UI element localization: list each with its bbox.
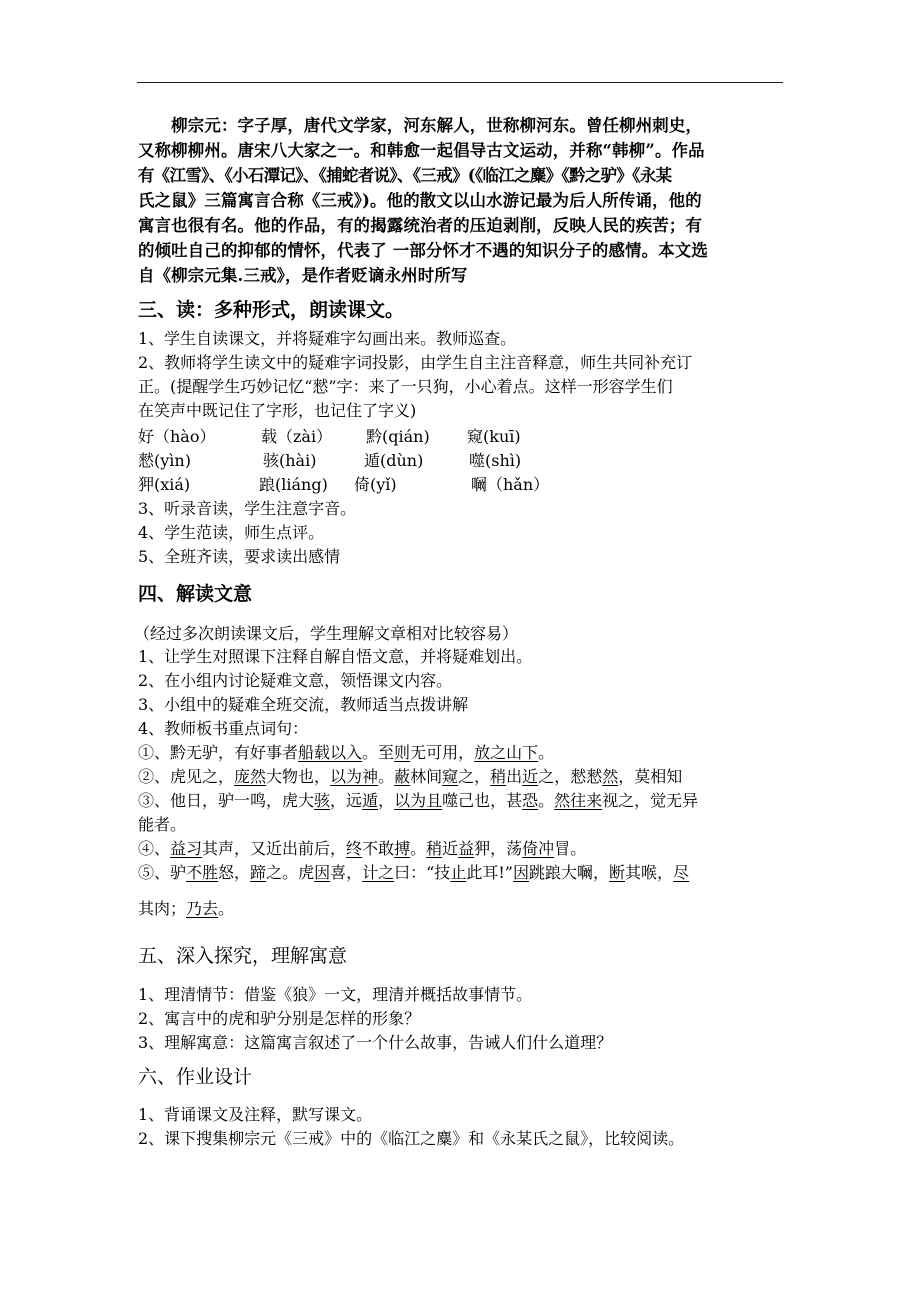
underlined-key-word: 益习 — [170, 839, 203, 858]
sentence-text: 大物也， — [266, 767, 331, 786]
bio-line: 氏之鼠》三篇寓言合称《三戒》)。他的散文以山水游记最为后人所传诵，他的 — [138, 191, 702, 210]
list-item: 2、课下搜集柳宗元《三戒》中的《临江之麋》和《永某氏之鼠》，比较阅读。 — [138, 1129, 685, 1148]
list-item: 3、听录音读，学生注意字音。 — [138, 499, 357, 518]
underlined-key-word: 船载以入 — [298, 743, 363, 762]
underlined-key-word: 庞然 — [234, 767, 267, 786]
list-item: 正。(提醒学生巧妙记忆“憖”字：来了一只狗，小心着点。这样一形容学生们 — [138, 377, 673, 396]
pinyin-entry: 㘎（hǎn） — [471, 475, 550, 494]
underlined-key-word: 蔽 — [394, 767, 411, 786]
section-heading-homework: 六、作业设计 — [138, 1066, 253, 1088]
underlined-key-word: 稍 — [490, 767, 507, 786]
pinyin-entry: 黔(qián) — [366, 427, 430, 446]
underlined-key-word: 则 — [394, 743, 411, 762]
sentence-text: 出 — [506, 767, 523, 786]
pinyin-entry: 骇(hài) — [263, 451, 317, 470]
list-item: 4、教师板书重点词句： — [138, 719, 309, 738]
sentence-text: 跳踉大㘎， — [528, 863, 609, 882]
section-heading-interpretation: 四、解读文意 — [138, 583, 253, 605]
sentence-text: ②、虎见之， — [138, 767, 235, 786]
sentence-text: 其声，又近出前后， — [202, 839, 347, 858]
underlined-key-word: 蹄 — [250, 863, 267, 882]
sentence-text: ④、 — [138, 839, 171, 858]
sentence-text: 曰：“技 — [394, 863, 451, 882]
underlined-key-word: 放之山下 — [474, 743, 539, 762]
sentence-text: 。 — [410, 839, 427, 858]
pinyin-entry: 窥(kuī) — [467, 427, 521, 446]
list-item: 4、学生范读，师生点评。 — [138, 523, 325, 542]
list-item: 1、学生自读课文，并将疑难字勾画出来。教师巡查。 — [138, 329, 517, 348]
sentence-text: 之， — [458, 767, 491, 786]
list-item: 3、理解寓意：这篇寓言叙述了一个什么故事，告诫人们什么道理？ — [138, 1033, 613, 1052]
sentence-text: 狎，荡 — [474, 839, 523, 858]
underlined-key-word: 以为神 — [330, 767, 379, 786]
bio-line: 寓言也很有名。他的作品，有的揭露统治者的压迫剥削，反映人民的疾苦；有 — [138, 216, 703, 235]
list-item: 2、寓言中的虎和驴分别是怎样的形象？ — [138, 1009, 421, 1028]
underlined-key-word: 窥 — [442, 767, 459, 786]
sentence-text: 。 — [218, 899, 235, 918]
list-item: 3、小组中的疑难全班交流，教师适当点拨讲解 — [138, 695, 469, 714]
key-sentence-3-cont — [138, 815, 186, 835]
sentence-text: 。 — [538, 743, 555, 762]
list-item: 5、全班齐读，要求读出感情 — [138, 547, 341, 566]
underlined-key-word: 尽 — [673, 863, 690, 882]
underlined-key-word: 计之 — [362, 863, 395, 882]
underlined-key-word: 终 — [346, 839, 363, 858]
underlined-key-word: 恐 — [522, 791, 539, 810]
underlined-key-word: 乃去 — [186, 899, 219, 918]
sentence-text: 之，憖憖 — [538, 767, 603, 786]
sentence-text: ， — [378, 791, 395, 810]
sentence-text: 视之，觉无异 — [602, 791, 699, 810]
underlined-key-word: 骇 — [314, 791, 331, 810]
sentence-text: 。 — [538, 791, 555, 810]
list-item: 2、教师将学生读文中的疑难字词投影，由学生自主注音释意，师生共同补充订 — [138, 353, 693, 372]
sentence-text: ⑤、驴 — [138, 863, 187, 882]
sentence-text: ，莫相知 — [618, 767, 683, 786]
key-sentence-5-cont — [138, 899, 234, 919]
pinyin-entry: 踉(liáng) — [259, 475, 328, 494]
pinyin-entry: 憖(yìn) — [138, 451, 191, 470]
pinyin-entry: 倚(yǐ) — [354, 475, 397, 494]
sentence-text: 其喉， — [625, 863, 674, 882]
underlined-key-word: 不胜 — [186, 863, 219, 882]
pinyin-entry: 遁(dùn) — [364, 451, 424, 470]
section-heading-moral: 五、深入探究，理解寓意 — [138, 945, 348, 967]
underlined-key-word: 稍 — [426, 839, 443, 858]
underlined-key-word: 因 — [512, 863, 529, 882]
bio-line: 柳宗元：字子厚，唐代文学家，河东解人，世称柳河东。曾任柳州刺史， — [138, 116, 703, 135]
sentence-text: 喜， — [330, 863, 363, 882]
underlined-key-word: 然 — [602, 767, 619, 786]
key-sentence-1 — [138, 743, 554, 763]
pinyin-entry: 好（hào） — [138, 427, 216, 446]
underlined-key-word: 止 — [450, 863, 467, 882]
sentence-text: 无可用， — [410, 743, 475, 762]
underlined-key-word: 近 — [522, 767, 539, 786]
key-sentence-5 — [138, 863, 689, 883]
underlined-key-word: 断 — [608, 863, 625, 882]
sentence-text: 噬己也，甚 — [442, 791, 523, 810]
section-heading-reading: 三、读：多种形式，朗读课文。 — [138, 299, 405, 321]
sentence-text: 林间 — [410, 767, 443, 786]
underlined-key-word: 然往来 — [554, 791, 603, 810]
underlined-key-word: 益 — [458, 839, 475, 858]
underlined-key-word: 搏 — [394, 839, 411, 858]
section-note: （经过多次朗读课文后，学生理解文章相对比较容易） — [134, 624, 519, 643]
underlined-key-word: 因 — [314, 863, 331, 882]
bio-line: 自《柳宗元集.三戒》，是作者贬谪永州时所写 — [138, 266, 468, 285]
pinyin-entry: 噬(shì) — [469, 451, 522, 470]
underlined-key-word: 倚冲 — [522, 839, 555, 858]
list-item: 1、理清情节：借鉴《狼》一文，理清并概括故事情节。 — [138, 985, 533, 1004]
bio-line: 的倾吐自己的抑郁的情怀，代表了 一部分怀才不遇的知识分子的感情。本文选 — [138, 241, 708, 260]
list-item: 1、背诵课文及注释，默写课文。 — [138, 1105, 373, 1124]
list-item: 在笑声中既记住了字形，也记住了字义) — [138, 401, 417, 420]
bio-line: 又称柳柳州。唐宋八大家之一。和韩愈一起倡导古文运动，并称“韩柳”。作品 — [138, 141, 705, 160]
list-item: 1、让学生对照课下注释自解自悟文意，并将疑难划出。 — [138, 647, 533, 666]
pinyin-entry: 狎(xiá) — [138, 475, 191, 494]
key-sentence-4 — [138, 839, 586, 859]
sentence-text: 。至 — [362, 743, 395, 762]
key-sentence-3 — [138, 791, 698, 811]
bio-line: 有《江雪》、《小石潭记》、《捕蛇者说》、《三戒》(《临江之麋》《黔之驴》《永某 — [138, 166, 672, 185]
underlined-key-word: 遁 — [362, 791, 379, 810]
sentence-text: ③、他日，驴一鸣，虎大 — [138, 791, 315, 810]
sentence-text: 能者。 — [138, 815, 187, 834]
pinyin-entry: 载（zài） — [261, 427, 333, 446]
sentence-text: 近 — [442, 839, 459, 858]
key-sentence-2 — [138, 767, 682, 787]
sentence-text: 冒。 — [554, 839, 587, 858]
sentence-text: ①、黔无驴，有好事者 — [138, 743, 299, 762]
header-rule — [137, 82, 783, 83]
sentence-text: 其肉； — [138, 899, 187, 918]
sentence-text: 之。虎 — [266, 863, 315, 882]
sentence-text: 此耳!” — [466, 863, 513, 882]
list-item: 2、在小组内讨论疑难文意，领悟课文内容。 — [138, 671, 453, 690]
sentence-text: 。 — [378, 767, 395, 786]
sentence-text: 怒， — [218, 863, 251, 882]
sentence-text: 不敢 — [362, 839, 395, 858]
underlined-key-word: 以为且 — [394, 791, 443, 810]
sentence-text: ，远 — [330, 791, 363, 810]
